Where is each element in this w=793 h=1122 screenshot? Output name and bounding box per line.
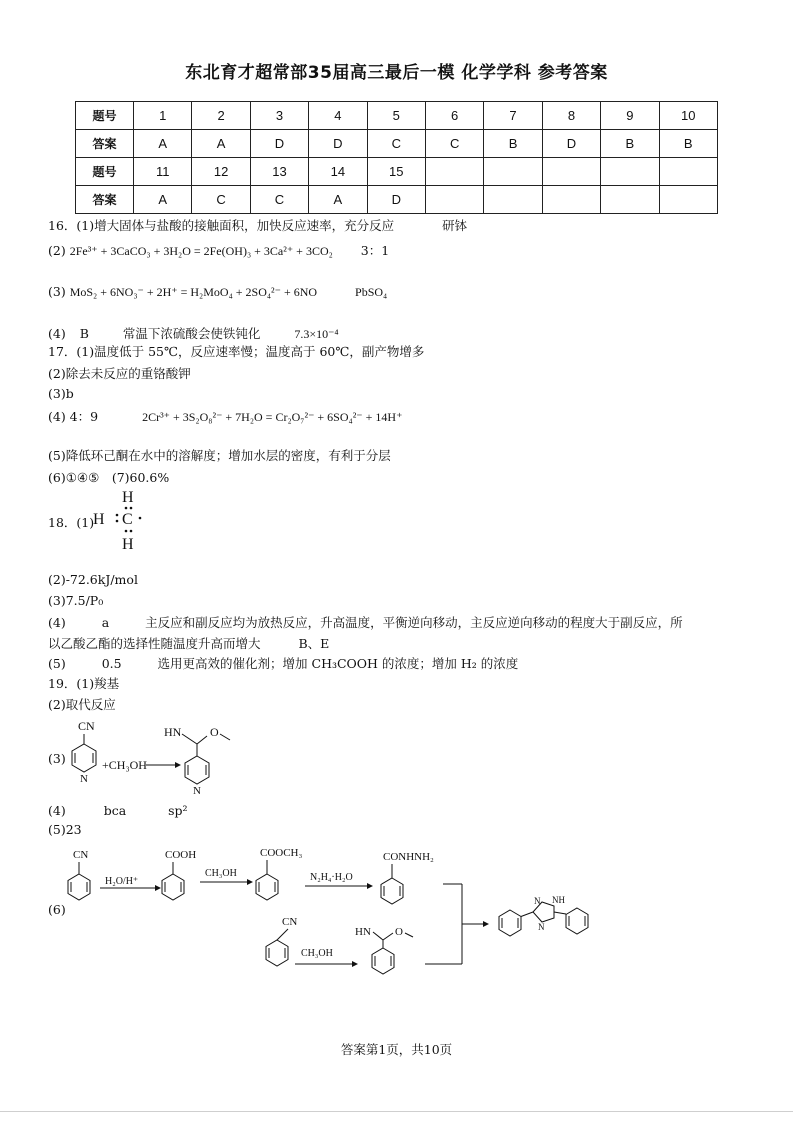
hydrazide-conhnh2: CONHNH₂ — [383, 851, 434, 863]
answer-cell — [484, 186, 542, 214]
atom-h-left: H — [93, 511, 105, 528]
answer-cell: D — [309, 130, 367, 158]
q16-line4 — [48, 324, 339, 342]
answer-cell: A — [309, 186, 367, 214]
methyl-radical-electron-structure — [90, 486, 160, 556]
electron-dot — [125, 530, 128, 533]
electron-dot — [139, 517, 142, 520]
arrow-head — [175, 762, 181, 768]
answer-cell: 5 — [367, 102, 425, 130]
arrow-head — [483, 921, 489, 927]
pyridine-ring — [185, 756, 209, 784]
benzoic-acid-cooh: COOH — [165, 849, 197, 861]
q17-line4 — [48, 407, 402, 425]
q19-line5: (5)23 — [48, 822, 82, 837]
answer-cell: B — [484, 130, 542, 158]
q18-part5-measures: 选用更高效的催化剂；增加 CH₃COOH 的浓度；增加 H₂ 的浓度 — [157, 656, 519, 671]
electron-dot — [116, 514, 119, 517]
q18-part4-choice: a — [101, 615, 110, 630]
triazole-nh: NH — [552, 895, 565, 905]
answer-cell: 14 — [309, 158, 367, 186]
bond — [197, 736, 207, 744]
q18-part5-value: 0.5 — [101, 656, 122, 671]
answer-cell: 12 — [192, 158, 250, 186]
answer-table-row — [76, 186, 718, 214]
answer-cell: C — [192, 186, 250, 214]
reagent-hydrolysis: H₂O/H⁺ — [105, 876, 139, 887]
q16-part4-reason: 常温下浓硫酸会使铁钝化 — [122, 326, 261, 341]
q18-line1-label: 18．(1) — [48, 515, 95, 530]
answer-cell — [659, 158, 717, 186]
answer-cell: B — [659, 130, 717, 158]
bond — [383, 933, 393, 940]
bond — [373, 932, 383, 940]
answer-cell: 1 — [134, 102, 192, 130]
page-bottom-divider — [0, 1111, 793, 1112]
answer-cell: D — [542, 130, 600, 158]
answer-cell: 3 — [250, 102, 308, 130]
triazole-n: N — [534, 896, 541, 906]
q19-part4-hybridization: sp² — [168, 803, 188, 818]
q16-part4-label: (4) — [48, 326, 66, 341]
cn-group-label: CN — [78, 719, 95, 733]
bond — [554, 912, 566, 914]
q16-part3-label: (3) — [48, 284, 66, 299]
q18-line5 — [48, 654, 518, 672]
q16-part2-label: (2) — [48, 243, 66, 258]
row-header: 题号 — [76, 158, 134, 186]
q19-line6-label: (6) — [48, 902, 66, 917]
page-footer: 答案第1页，共10页 — [340, 1042, 453, 1057]
arrow-head — [155, 885, 161, 891]
q18-part4-options: B、E — [298, 636, 330, 651]
answer-table-row — [76, 102, 718, 130]
q18-line4 — [48, 613, 683, 631]
q19-part6-synthesis-route — [55, 840, 615, 990]
answer-cell: 6 — [425, 102, 483, 130]
answer-cell: B — [601, 130, 659, 158]
answer-cell: 13 — [250, 158, 308, 186]
q16-line3 — [48, 284, 387, 300]
reagent-hydrazine: N₂H₄·H₂O — [310, 872, 353, 883]
row-header: 答案 — [76, 130, 134, 158]
q17-line2: (2)除去未反应的重铬酸钾 — [48, 366, 191, 381]
atom-h-top: H — [122, 489, 134, 506]
answer-cell — [659, 186, 717, 214]
reagent-methanol: CH₃OH — [205, 868, 237, 879]
methyl-ester-cooch3: COOCH₃ — [260, 847, 303, 859]
q16-part3-product: PbSO₄ — [355, 285, 388, 299]
arrow-head — [352, 961, 358, 967]
q16-part2-equation: 2Fe³⁺ + 3CaCO₃ + 3H₂O = 2Fe(OH)₃ + 3Ca²⁺ + 3CO₂ — [69, 244, 333, 258]
q18-part5-label: (5) — [48, 656, 66, 671]
answer-cell — [601, 158, 659, 186]
answer-table — [75, 101, 718, 214]
page-title: 东北育才超常部35届高三最后一模 化学学科 参考答案 — [185, 63, 608, 83]
pyridine-ring — [72, 744, 96, 772]
q18-part4-label: (4) — [48, 615, 66, 630]
arrow-head — [247, 879, 253, 885]
q16-part3-equation: MoS₂ + 6NO₃⁻ + 2H⁺ = H₂MoO₄ + 2SO₄²⁻ + 6NO — [69, 285, 318, 299]
answer-cell: 7 — [484, 102, 542, 130]
row-header: 题号 — [76, 102, 134, 130]
q19-line3-label: (3) — [48, 751, 66, 766]
benzonitrile-cn: CN — [282, 916, 298, 928]
answer-cell: A — [134, 130, 192, 158]
q16-part4-choice: B — [79, 326, 89, 341]
answer-cell — [425, 186, 483, 214]
answer-cell: 9 — [601, 102, 659, 130]
imidate-hn: HN — [355, 926, 371, 938]
q16-part2-ratio: 3：1 — [360, 243, 390, 258]
q19-line2: (2)取代反应 — [48, 697, 116, 712]
answer-cell: 11 — [134, 158, 192, 186]
q18-part4-explanation-cont: 以乙酸乙酯的选择性随温度升高而增大 — [48, 636, 261, 651]
answer-cell — [542, 186, 600, 214]
arrow-head — [367, 883, 373, 889]
answer-cell — [425, 158, 483, 186]
q17-part4-ratio: (4) 4：9 — [48, 409, 99, 424]
q19-part4-order: bca — [103, 803, 127, 818]
answer-cell — [542, 158, 600, 186]
answer-cell: D — [250, 130, 308, 158]
answer-cell: C — [367, 130, 425, 158]
electron-dot — [116, 520, 119, 523]
answer-cell: A — [192, 130, 250, 158]
answer-cell — [484, 158, 542, 186]
q18-line3: (3)7.5/P₀ — [48, 593, 104, 608]
electron-dot — [130, 530, 133, 533]
q17-line1: 17．(1)温度低于 55℃，反应速率慢；温度高于 60℃，副产物增多 — [48, 344, 425, 359]
answer-cell: 10 — [659, 102, 717, 130]
imine-hn-label: HN — [164, 725, 182, 739]
methyl-bond — [220, 734, 230, 740]
answer-cell: D — [367, 186, 425, 214]
q18-line2: (2)-72.6kJ/mol — [48, 572, 138, 587]
electron-dot — [125, 507, 128, 510]
bond — [182, 734, 197, 744]
electron-dot — [130, 507, 133, 510]
q19-line1: 19．(1)羧基 — [48, 676, 120, 691]
row-header: 答案 — [76, 186, 134, 214]
q16-line1 — [48, 216, 467, 234]
answer-cell: A — [134, 186, 192, 214]
answer-cell: 4 — [309, 102, 367, 130]
q16-part1-apparatus: 研钵 — [442, 218, 468, 233]
q19-part4-label: (4) — [48, 803, 66, 818]
q16-part4-value: 7.3×10⁻⁴ — [294, 327, 339, 341]
answer-cell: 8 — [542, 102, 600, 130]
q18-part4-explanation: 主反应和副反应均为放热反应，升高温度，平衡逆向移动，主反应逆向移动的程度大于副反应，所 — [145, 615, 683, 630]
methyl-bond — [405, 933, 413, 937]
reagent-methanol: CH₃OH — [301, 948, 333, 959]
q17-part4-equation: 2Cr³⁺ + 3S₂O₈²⁻ + 7H₂O = Cr₂O₇²⁻ + 6SO₄²⁻ + 14H⁺ — [142, 410, 403, 424]
bond — [277, 929, 288, 940]
ring-nitrogen: N — [80, 773, 88, 785]
q16-part1-answer: 16．(1)增大固体与盐酸的接触面积，加快反应速率，充分反应 — [48, 218, 395, 233]
answer-cell — [601, 186, 659, 214]
atom-h-bottom: H — [122, 536, 134, 553]
q16-line2 — [48, 241, 389, 259]
bond — [521, 912, 533, 917]
ester-o-label: O — [210, 725, 219, 739]
atom-c-center: C — [122, 511, 133, 528]
answer-table-row — [76, 130, 718, 158]
answer-cell: 2 — [192, 102, 250, 130]
q19-line4 — [48, 803, 188, 818]
triazole-n: N — [538, 922, 545, 932]
answer-cell: C — [425, 130, 483, 158]
imidate-o: O — [395, 926, 403, 938]
q17-line5: (5)降低环己酮在水中的溶解度；增加水层的密度，有利于分层 — [48, 448, 391, 463]
answer-cell: 15 — [367, 158, 425, 186]
q17-line6: (6)①④⑤ (7)60.6% — [48, 470, 170, 485]
benzonitrile-cn: CN — [73, 849, 89, 861]
q17-line3: (3)b — [48, 386, 74, 401]
answer-cell: C — [250, 186, 308, 214]
ring-nitrogen: N — [193, 785, 201, 797]
q19-part3-reaction — [60, 712, 260, 802]
answer-table-row — [76, 158, 718, 186]
methanol-reagent: +CH₃OH — [102, 758, 147, 772]
q18-line4b — [48, 634, 329, 652]
